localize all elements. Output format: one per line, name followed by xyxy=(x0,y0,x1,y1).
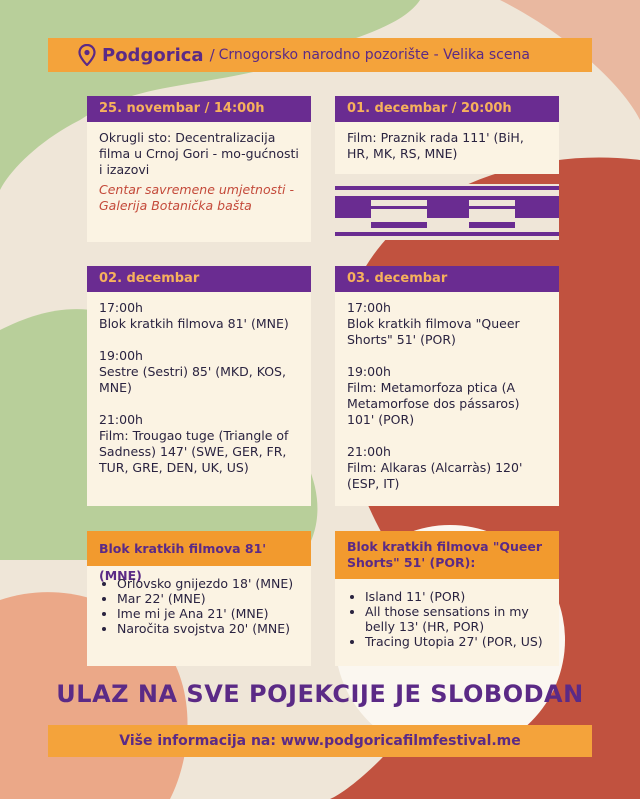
event-title: Okrugli sto: Decentralizacija filma u Crnoj Gori - mo-gućnosti i izazovi xyxy=(99,130,299,177)
list-item: • Island 11' (POR) xyxy=(365,589,547,604)
schedule-block xyxy=(99,412,299,476)
list-item: • Mar 22' (MNE) xyxy=(117,591,299,606)
city-name: Podgorica xyxy=(102,44,204,66)
schedule-text: Blok kratkih filmova "Queer Shorts" 51' (POR) xyxy=(347,316,520,347)
free-entry-slogan: ULAZ NA SVE POJEKCIJE JE SLOBODAN xyxy=(56,680,584,708)
event-card-nov-25 xyxy=(87,96,311,242)
header-separator: / xyxy=(209,46,215,64)
program-list xyxy=(87,566,311,646)
list-item: • Ime mi je Ana 21' (MNE) xyxy=(117,606,299,621)
schedule-text: Sestre (Sestri) 85' (MKD, KOS, MNE) xyxy=(99,364,286,395)
program-card-queer-shorts xyxy=(335,531,559,666)
decorative-stripes xyxy=(335,184,559,240)
schedule-time: 17:00h xyxy=(347,300,391,315)
venue-name: Crnogorsko narodno pozorište - Velika scena xyxy=(218,47,530,63)
event-venue-note: Centar savremene umjetnosti - Galerija Botanička bašta xyxy=(99,182,294,213)
map-pin-icon xyxy=(78,44,96,66)
schedule-time: 19:00h xyxy=(99,348,143,363)
event-card-dec-01 xyxy=(335,96,559,174)
schedule-text: Film: Metamorfoza ptica (A Metamorfose dos pássaros) 101' (POR) xyxy=(347,380,520,427)
location-header xyxy=(48,38,592,72)
list-item: • Tracing Utopia 27' (POR, US) xyxy=(365,634,547,649)
program-list xyxy=(335,579,559,659)
list-item: • Naročita svojstva 20' (MNE) xyxy=(117,621,299,636)
program-title: Blok kratkih filmova "Queer Shorts" 51' (POR): xyxy=(335,531,559,579)
schedule-block xyxy=(347,444,547,492)
program-card-mne xyxy=(87,531,311,666)
card-date: 01. decembar / 20:00h xyxy=(335,96,559,122)
schedule-text: Film: Alkaras (Alcarràs) 120' (ESP, IT) xyxy=(347,460,523,491)
schedule-text: Blok kratkih filmova 81' (MNE) xyxy=(99,316,289,331)
program-title: Blok kratkih filmova 81' (MNE) xyxy=(87,531,311,566)
schedule-text: Film: Trougao tuge (Triangle of Sadness) 147' (SWE, GER, FR, TUR, GRE, DEN, UK, US) xyxy=(99,428,289,475)
event-card-dec-02 xyxy=(87,266,311,506)
schedule-time: 21:00h xyxy=(99,412,143,427)
card-date: 02. decembar xyxy=(87,266,311,292)
schedule-block xyxy=(99,348,299,396)
event-title: Film: Praznik rada 111' (BiH, HR, MK, RS, MNE) xyxy=(347,130,524,161)
more-info-link[interactable]: Više informacija na: www.podgoricafilmfestival.me xyxy=(48,725,592,757)
schedule-block xyxy=(347,364,547,428)
list-item: • All those sensations in my belly 13' (HR, POR) xyxy=(365,604,547,634)
card-date: 25. novembar / 14:00h xyxy=(87,96,311,122)
schedule-time: 19:00h xyxy=(347,364,391,379)
event-card-dec-03 xyxy=(335,266,559,506)
schedule-block xyxy=(347,300,547,348)
schedule-time: 21:00h xyxy=(347,444,391,459)
card-date: 03. decembar xyxy=(335,266,559,292)
schedule-time: 17:00h xyxy=(99,300,143,315)
list-item: • Orlovsko gnijezdo 18' (MNE) xyxy=(117,576,299,591)
schedule-block xyxy=(99,300,299,332)
